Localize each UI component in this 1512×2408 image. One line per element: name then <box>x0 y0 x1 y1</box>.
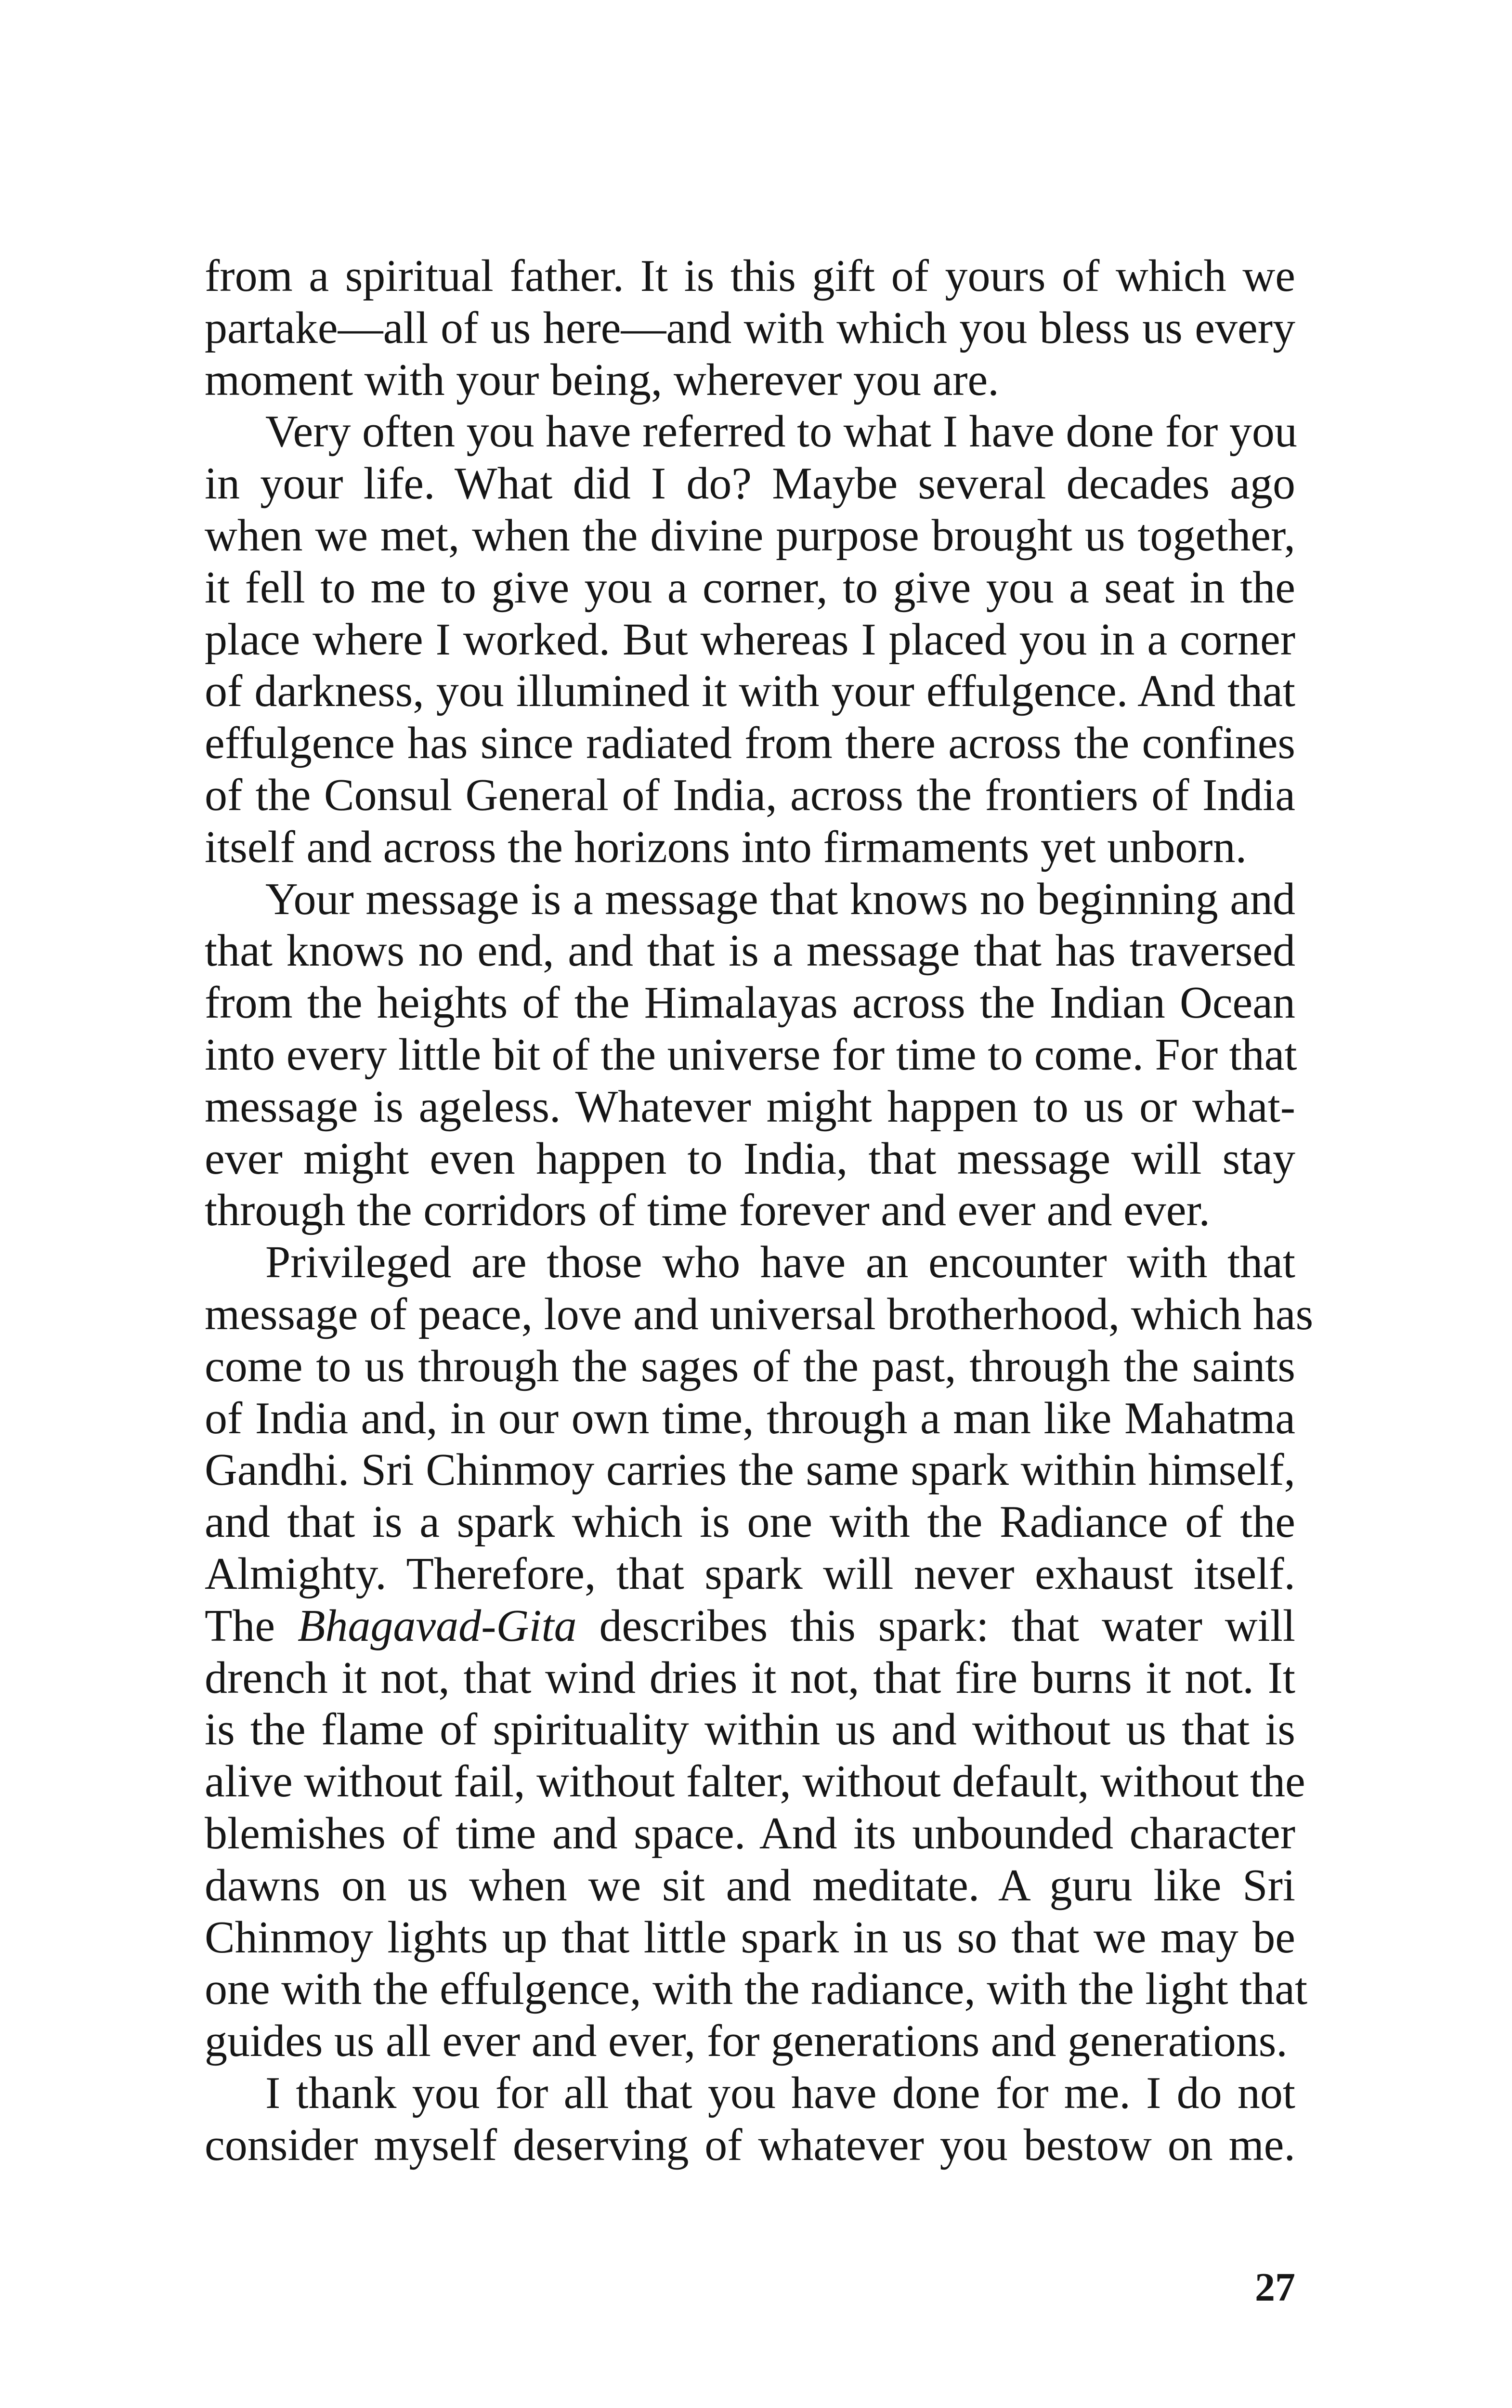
paragraph-2 <box>205 406 1295 873</box>
page-number: 27 <box>1255 2265 1295 2310</box>
text-run: describes this spark: that water will <box>576 1600 1296 1651</box>
text-line: Very often you have referred to what I have done for you <box>265 406 1297 457</box>
text-line: alive without fail, without falter, without default, without the <box>205 1756 1305 1807</box>
text-line: blemishes of time and space. And its unbounded character <box>205 1808 1295 1858</box>
text-line: dawns on us when we sit and meditate. A guru like Sri <box>205 1860 1295 1911</box>
text-line: of India and, in our own time, through a man like Mahatma <box>205 1393 1295 1443</box>
text-line: moment with your being, wherever you are. <box>205 354 999 405</box>
text-line: of the Consul General of India, across the frontiers of India <box>205 770 1295 820</box>
text-line: Privileged are those who have an encounter with that <box>265 1237 1295 1288</box>
text-line: consider myself deserving of whatever you bestow on me. <box>205 2120 1295 2170</box>
book-title: Bhagavad-Gita <box>298 1600 577 1651</box>
text-line: when we met, when the divine purpose brought us together, <box>205 510 1295 561</box>
text-line: come to us through the sages of the past, through the saints <box>205 1341 1295 1391</box>
text-line: place where I worked. But whereas I placed you in a corner <box>205 614 1295 665</box>
text-line: message of peace, love and universal brotherhood, which has <box>205 1289 1314 1339</box>
text-line: one with the effulgence, with the radiance, with the light that <box>205 1964 1308 2015</box>
text-line: guides us all ever and ever, for generations and generations. <box>205 2016 1288 2067</box>
text-line: Almighty. Therefore, that spark will never exhaust itself. <box>205 1548 1295 1599</box>
paragraph-3 <box>205 874 1295 1237</box>
text-line: from the heights of the Himalayas across the Indian Ocean <box>205 978 1295 1028</box>
text-line: is the flame of spirituality within us and without us that is <box>205 1704 1295 1755</box>
paragraph-5 <box>205 2068 1295 2172</box>
text-line: itself and across the horizons into firmaments yet unborn. <box>205 822 1247 872</box>
body-text <box>205 250 1314 2171</box>
text-run: The <box>205 1600 298 1651</box>
text-line: through the corridors of time forever and ever and ever. <box>205 1185 1211 1236</box>
text-line: message is ageless. Whatever might happen to us or what- <box>205 1081 1295 1132</box>
text-line: ever might even happen to India, that message will stay <box>205 1133 1295 1184</box>
text-line: I thank you for all that you have done for me. I do not <box>265 2068 1295 2118</box>
text-line: it fell to me to give you a corner, to give you a seat in the <box>205 562 1295 613</box>
text-line: that knows no end, and that is a message that has traversed <box>205 926 1295 976</box>
text-line: in your life. What did I do? Maybe several decades ago <box>205 458 1295 509</box>
text-line-with-title <box>205 1600 1295 1652</box>
text-line: from a spiritual father. It is this gift of yours of which we <box>205 251 1295 301</box>
text-line: drench it not, that wind dries it not, that fire burns it not. It <box>205 1652 1295 1703</box>
paragraph-1 <box>205 250 1295 406</box>
text-line: Your message is a message that knows no beginning and <box>265 874 1295 924</box>
text-line: into every little bit of the universe for time to come. For that <box>205 1029 1297 1080</box>
text-line: and that is a spark which is one with the Radiance of the <box>205 1497 1295 1547</box>
text-line: effulgence has since radiated from there across the confines <box>205 718 1295 769</box>
text-line: Chinmoy lights up that little spark in us so that we may be <box>205 1912 1295 1963</box>
text-line: Gandhi. Sri Chinmoy carries the same spark within himself, <box>205 1445 1295 1495</box>
text-line: of darkness, you illumined it with your effulgence. And that <box>205 666 1295 717</box>
text-line: partake—all of us here—and with which you bless us every <box>205 302 1295 353</box>
paragraph-4 <box>205 1237 1314 2068</box>
